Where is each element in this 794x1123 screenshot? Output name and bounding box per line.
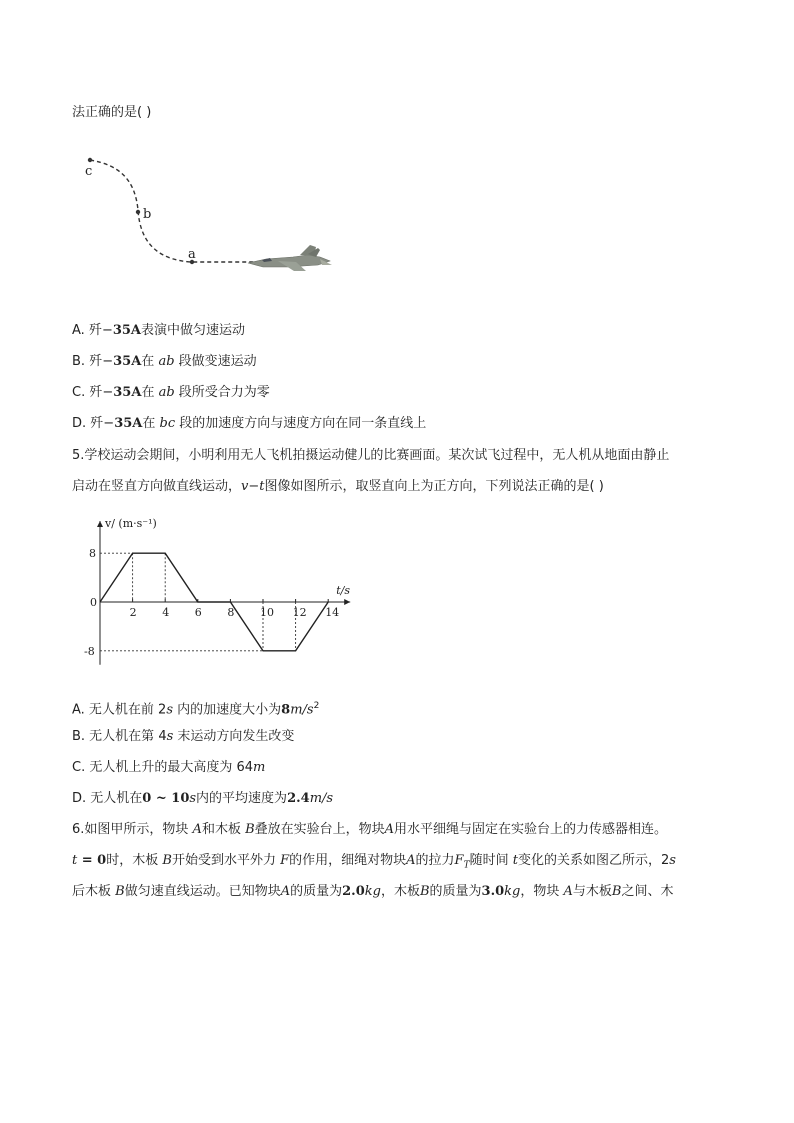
option-letter: C.: [72, 385, 86, 400]
option-text: 内的加速度大小为: [173, 702, 282, 718]
aircraft-model: 35A: [112, 323, 142, 338]
option-text: 歼−: [88, 323, 113, 338]
symbol-B: B: [162, 853, 172, 868]
q6-stem-line2: [72, 852, 676, 875]
option-letter: B.: [72, 354, 86, 369]
x-tick-label: 4: [162, 606, 170, 619]
symbol-B: B: [245, 822, 255, 837]
stem-text: 开始受到水平外力: [171, 853, 281, 868]
option-text: 在: [141, 354, 159, 369]
q5-option-d: [72, 790, 333, 808]
symbol-A: A: [406, 853, 416, 868]
option-letter: D.: [72, 416, 87, 431]
jet-icon: [248, 245, 332, 271]
option-text: 在: [142, 416, 160, 431]
stem-text: 后木板: [72, 884, 116, 899]
value: 8: [281, 702, 291, 718]
segment-label: bc: [159, 416, 176, 431]
option-text: 段所受合力为零: [174, 385, 270, 400]
dashed-trajectory: [90, 160, 255, 262]
option-text: 歼−: [89, 385, 114, 400]
symbol-B: B: [419, 884, 430, 899]
x-tick-label: 12: [292, 606, 307, 619]
unit: m/s: [309, 791, 334, 806]
q4-stem-tail: 法正确的是( ): [72, 105, 152, 120]
unit: s: [189, 791, 197, 806]
x-tick-label: 8: [227, 606, 235, 619]
option-text: 歼−: [90, 416, 115, 431]
stem-text: 之间、木: [621, 884, 674, 899]
stem-text: 用水平细绳与固定在实验台上的力传感器相连。: [394, 822, 668, 837]
q4-option-a: [72, 322, 245, 340]
option-text: 在: [141, 385, 159, 400]
unit: s: [669, 853, 676, 868]
unit: kg: [504, 884, 521, 899]
unit: s: [166, 729, 174, 744]
stem-text: 的作用，细绳对物块: [289, 853, 407, 868]
symbol-B: B: [611, 884, 622, 899]
option-text: 内的平均速度为: [196, 791, 288, 806]
stem-text: 和木板: [201, 822, 246, 837]
stem-text: 6.如图甲所示，物块: [72, 822, 193, 837]
stem-text: 时，木板: [106, 853, 163, 868]
aircraft-model: 35A: [113, 385, 142, 400]
x-tick-label: 14: [325, 606, 340, 619]
value: 2.4: [287, 791, 310, 806]
aircraft-model: 35A: [113, 354, 142, 369]
q4-option-c: [72, 384, 270, 402]
point-b-marker: [136, 210, 140, 214]
symbol-A: A: [280, 884, 291, 899]
stem-text: 随时间: [469, 853, 513, 868]
symbol-A: A: [563, 884, 573, 899]
option-text: A. 无人机在前 2: [72, 702, 167, 718]
stem-text: ，木板: [380, 884, 420, 899]
vt-graph: [82, 515, 382, 675]
q5-stem-line1: 5.学校运动会期间，小明利用无人飞机拍摄运动健儿的比赛画面。某次试飞过程中，无人机从地面由静止: [72, 448, 670, 463]
unit: s: [166, 702, 174, 718]
q5-option-c: [72, 759, 265, 777]
x-tick-label: 0: [90, 596, 97, 609]
subscript: T: [463, 860, 470, 871]
symbol-F: F: [280, 853, 290, 868]
stem-text: 与木板: [572, 884, 612, 899]
symbol-A: A: [384, 822, 395, 837]
option-text: 表演中做匀速运动: [141, 323, 246, 338]
stem-text: 做匀速直线运动。已知物块: [124, 884, 281, 899]
stem-text: 的质量为: [429, 884, 482, 899]
symbol-A: A: [192, 822, 202, 837]
option-text: 段做变速运动: [174, 354, 257, 369]
option-text: 末运动方向发生改变: [173, 729, 295, 744]
q5-stem-line2: [72, 478, 604, 496]
option-letter: A.: [72, 323, 85, 338]
segment-label: ab: [158, 385, 175, 400]
mass-value: 3.0: [481, 884, 505, 899]
option-text: 段的加速度方向与速度方向在同一条直线上: [175, 416, 427, 431]
y-tick-label: 8: [89, 547, 96, 561]
aircraft-model: 35A: [114, 416, 143, 431]
stem-text: 的质量为: [290, 884, 343, 899]
symbol-FT: F: [454, 853, 464, 868]
q4-option-b: [72, 353, 257, 371]
q6-stem-line3: [72, 883, 674, 901]
option-text: B. 无人机在第 4: [72, 729, 167, 744]
equation: = 0: [77, 853, 107, 868]
segment-label: ab: [158, 354, 175, 369]
point-a-label: a: [188, 247, 196, 262]
q5-option-a: [72, 697, 319, 719]
q4-option-d: [72, 415, 426, 433]
q4-trajectory-figure: [80, 150, 340, 280]
q6-stem-line1: [72, 821, 667, 839]
symbol-t: t: [72, 853, 78, 868]
time-range: 0 ~ 10: [142, 791, 190, 806]
y-axis-label: v/ (m·s⁻¹): [105, 517, 157, 530]
stem-text: 叠放在实验台上，物块: [254, 822, 385, 837]
unit: kg: [364, 884, 381, 899]
option-text: 歼−: [89, 354, 114, 369]
stem-text: 变化的关系如图乙所示，2: [517, 853, 670, 868]
unit: m/s: [290, 702, 314, 718]
symbol-B: B: [115, 884, 125, 899]
stem-text: 启动在竖直方向做直线运动，: [72, 479, 242, 494]
x-tick-label: 6: [194, 606, 202, 619]
x-tick-label: 10: [260, 606, 274, 619]
stem-text: ，物块: [520, 884, 564, 899]
point-b-label: b: [143, 207, 152, 222]
option-text: D. 无人机在: [72, 791, 143, 806]
superscript: 2: [313, 701, 320, 711]
stem-text: 的拉力: [415, 853, 455, 868]
y-tick-label: -8: [84, 644, 95, 658]
symbol-t: t: [512, 853, 518, 868]
q5-option-b: [72, 728, 294, 746]
x-tick-label: 2: [129, 606, 137, 619]
unit: m: [253, 760, 266, 775]
point-c-label: c: [85, 164, 93, 179]
stem-text: 图像如图所示，取竖直向上为正方向，下列说法正确的是( ): [264, 479, 604, 494]
option-text: C. 无人机上升的最大高度为 64: [72, 760, 254, 775]
vt-symbol: v−t: [241, 479, 265, 494]
x-axis-label: t/s: [336, 584, 350, 597]
point-c-marker: [88, 158, 92, 162]
mass-value: 2.0: [342, 884, 365, 899]
